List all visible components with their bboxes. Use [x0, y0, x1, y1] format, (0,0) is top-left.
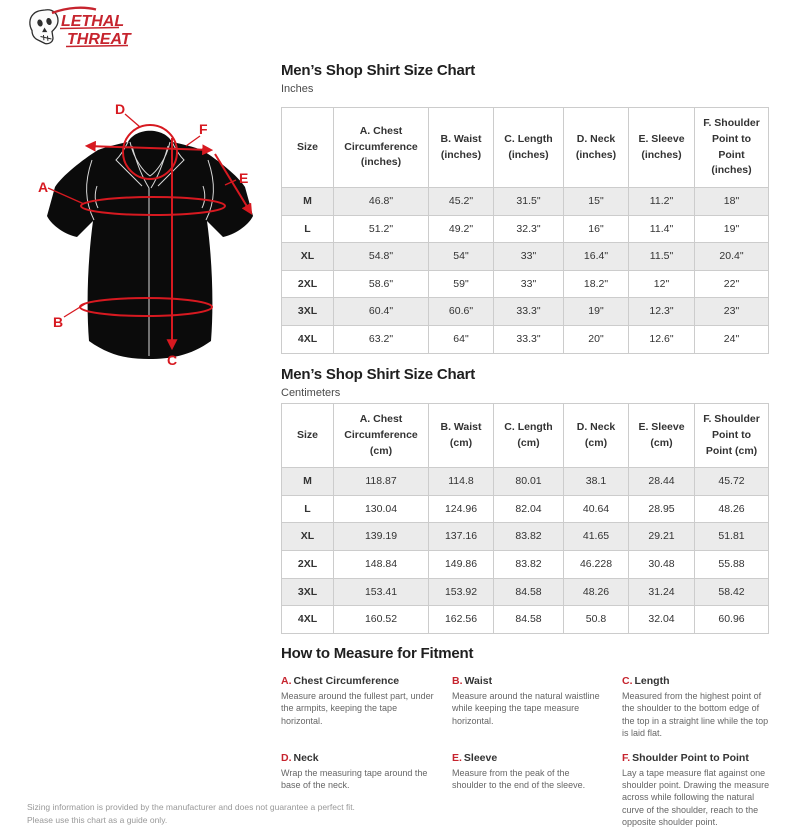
measure-instructions-grid	[281, 675, 786, 828]
measure-name: Neck	[293, 751, 319, 764]
skull-icon	[30, 10, 58, 44]
measure-letter-badge: E.	[452, 751, 462, 764]
value-cell: 59"	[429, 270, 494, 298]
column-header-2: B. Waist (inches)	[429, 108, 494, 188]
inches-chart-subtitle: Inches	[281, 83, 314, 95]
measure-name: Length	[634, 675, 670, 687]
cm-chart-title: Men’s Shop Shirt Size Chart	[281, 366, 476, 383]
value-cell: 55.88	[695, 551, 769, 579]
diagram-label-sleeve: E	[239, 170, 249, 186]
header-row	[282, 108, 769, 188]
value-cell: 60.96	[695, 606, 769, 634]
table-row-2xl	[282, 270, 769, 298]
value-cell: 139.19	[334, 523, 429, 551]
value-cell: 51.2"	[334, 215, 429, 243]
measure-item-heading	[452, 752, 606, 764]
footer-line2: Please use this chart as a guide only.	[27, 815, 168, 826]
measure-name: Waist	[464, 675, 493, 687]
column-header-3: C. Length (cm)	[494, 404, 564, 468]
size-cell: M	[282, 468, 334, 496]
value-cell: 22"	[695, 270, 769, 298]
measure-letter-badge: F.	[622, 751, 631, 764]
value-cell: 118.87	[334, 468, 429, 496]
value-cell: 11.4"	[629, 215, 695, 243]
measure-item-heading	[452, 675, 606, 687]
measure-item-heading	[622, 752, 770, 764]
value-cell: 11.2"	[629, 188, 695, 216]
measure-name: Sleeve	[463, 751, 498, 764]
table-row-m	[282, 468, 769, 496]
measure-item-shoulder-point-to-point	[622, 752, 786, 828]
value-cell: 124.96	[429, 495, 494, 523]
measure-name: Shoulder Point to Point	[632, 751, 749, 764]
value-cell: 46.8"	[334, 188, 429, 216]
diagram-label-shoulder: F	[199, 121, 208, 137]
footer-line1: Sizing information is provided by the manufacturer and does not guarantee a perfect fit.	[27, 802, 355, 812]
value-cell: 160.52	[334, 606, 429, 634]
value-cell: 19"	[564, 298, 629, 326]
value-cell: 12.3"	[629, 298, 695, 326]
measure-description: Measure around the fullest part, under the armpits, keeping the tape horizontal.	[281, 691, 434, 726]
size-cell: M	[282, 188, 334, 216]
column-header-5: E. Sleeve (cm)	[629, 404, 695, 468]
table-row-3xl	[282, 298, 769, 326]
column-header-2: B. Waist (cm)	[429, 404, 494, 468]
column-header-1: A. Chest Circumference (cm)	[334, 404, 429, 468]
value-cell: 45.72	[695, 468, 769, 496]
measure-letter-badge: B.	[452, 675, 463, 687]
value-cell: 28.44	[629, 468, 695, 496]
value-cell: 84.58	[494, 578, 564, 606]
value-cell: 50.8	[564, 606, 629, 634]
value-cell: 153.41	[334, 578, 429, 606]
column-header-6: F. Shoulder Point to Point (inches)	[695, 108, 769, 188]
value-cell: 40.64	[564, 495, 629, 523]
value-cell: 29.21	[629, 523, 695, 551]
column-header-4: D. Neck (cm)	[564, 404, 629, 468]
value-cell: 48.26	[695, 495, 769, 523]
value-cell: 11.5"	[629, 243, 695, 271]
value-cell: 18.2"	[564, 270, 629, 298]
value-cell: 162.56	[429, 606, 494, 634]
measure-description: Measure from the peak of the shoulder to the end of the sleeve.	[452, 767, 586, 791]
size-cell: 4XL	[282, 325, 334, 353]
value-cell: 80.01	[494, 468, 564, 496]
value-cell: 24"	[695, 325, 769, 353]
table-row-xl	[282, 243, 769, 271]
value-cell: 60.4"	[334, 298, 429, 326]
measure-description: Measured from the highest point of the shoulder to the bottom edge of the top in a straight line while the top is laid flat.	[622, 691, 769, 739]
value-cell: 32.04	[629, 606, 695, 634]
measure-description: Lay a tape measure flat against one shoulder point. Drawing the measure across while following the natural curve of the shoulder, reach to the opposite shoulder point.	[622, 767, 770, 828]
value-cell: 130.04	[334, 495, 429, 523]
size-cell: 2XL	[282, 551, 334, 579]
measure-item-chest-circumference	[281, 675, 452, 740]
size-cell: 3XL	[282, 298, 334, 326]
table-row-2xl	[282, 551, 769, 579]
table-row-4xl	[282, 606, 769, 634]
measure-item-heading	[281, 752, 436, 764]
value-cell: 51.81	[695, 523, 769, 551]
value-cell: 137.16	[429, 523, 494, 551]
inches-chart-title: Men’s Shop Shirt Size Chart	[281, 62, 476, 79]
value-cell: 148.84	[334, 551, 429, 579]
diagram-label-waist: B	[53, 314, 64, 330]
value-cell: 12.6"	[629, 325, 695, 353]
size-chart-inches	[281, 107, 769, 354]
column-header-5: E. Sleeve (inches)	[629, 108, 695, 188]
measure-item-waist	[452, 675, 622, 740]
value-cell: 54.8"	[334, 243, 429, 271]
value-cell: 23"	[695, 298, 769, 326]
column-header-3: C. Length (inches)	[494, 108, 564, 188]
measure-letter-badge: D.	[281, 751, 292, 764]
header-row	[282, 404, 769, 468]
table-row-xl	[282, 523, 769, 551]
value-cell: 64"	[429, 325, 494, 353]
column-header-0: Size	[282, 108, 334, 188]
measure-description: Wrap the measuring tape around the base of the neck.	[281, 767, 428, 791]
value-cell: 48.26	[564, 578, 629, 606]
value-cell: 58.42	[695, 578, 769, 606]
value-cell: 31.24	[629, 578, 695, 606]
value-cell: 49.2"	[429, 215, 494, 243]
measure-description: Measure around the natural waistline while keeping the tape measure horizontal.	[452, 691, 600, 726]
value-cell: 38.1	[564, 468, 629, 496]
value-cell: 16"	[564, 215, 629, 243]
size-cell: XL	[282, 523, 334, 551]
value-cell: 30.48	[629, 551, 695, 579]
value-cell: 114.8	[429, 468, 494, 496]
measure-item-sleeve	[452, 752, 622, 828]
table-row-4xl	[282, 325, 769, 353]
measure-letter-badge: C.	[622, 675, 633, 687]
value-cell: 83.82	[494, 551, 564, 579]
measure-section-title: How to Measure for Fitment	[281, 645, 474, 662]
value-cell: 28.95	[629, 495, 695, 523]
value-cell: 46.228	[564, 551, 629, 579]
diagram-label-chest: A	[38, 179, 49, 195]
value-cell: 149.86	[429, 551, 494, 579]
column-header-0: Size	[282, 404, 334, 468]
measure-item-length	[622, 675, 786, 740]
value-cell: 60.6"	[429, 298, 494, 326]
measure-item-heading	[281, 675, 436, 687]
column-header-1: A. Chest Circumference (inches)	[334, 108, 429, 188]
diagram-label-neck: D	[115, 101, 126, 117]
value-cell: 84.58	[494, 606, 564, 634]
value-cell: 12"	[629, 270, 695, 298]
size-cell: XL	[282, 243, 334, 271]
column-header-4: D. Neck (inches)	[564, 108, 629, 188]
logo-text-line1: LETHAL	[61, 13, 125, 30]
measure-letter-badge: A.	[281, 675, 292, 687]
value-cell: 20.4"	[695, 243, 769, 271]
footer-disclaimer	[27, 801, 355, 827]
value-cell: 58.6"	[334, 270, 429, 298]
value-cell: 31.5"	[494, 188, 564, 216]
table-row-l	[282, 495, 769, 523]
value-cell: 41.65	[564, 523, 629, 551]
value-cell: 33.3"	[494, 298, 564, 326]
value-cell: 83.82	[494, 523, 564, 551]
size-cell: 2XL	[282, 270, 334, 298]
value-cell: 45.2"	[429, 188, 494, 216]
size-cell: 3XL	[282, 578, 334, 606]
size-cell: 4XL	[282, 606, 334, 634]
value-cell: 153.92	[429, 578, 494, 606]
value-cell: 33.3"	[494, 325, 564, 353]
measure-name: Chest Circumference	[293, 675, 400, 687]
value-cell: 63.2"	[334, 325, 429, 353]
value-cell: 20"	[564, 325, 629, 353]
value-cell: 82.04	[494, 495, 564, 523]
shirt-measurement-diagram	[28, 96, 268, 370]
size-cell: L	[282, 215, 334, 243]
value-cell: 33"	[494, 243, 564, 271]
table-row-l	[282, 215, 769, 243]
value-cell: 16.4"	[564, 243, 629, 271]
value-cell: 32.3"	[494, 215, 564, 243]
cm-chart-subtitle: Centimeters	[281, 387, 341, 399]
size-chart-centimeters	[281, 403, 769, 634]
value-cell: 33"	[494, 270, 564, 298]
value-cell: 15"	[564, 188, 629, 216]
table-row-3xl	[282, 578, 769, 606]
value-cell: 18"	[695, 188, 769, 216]
logo-text-line2: THREAT	[67, 31, 131, 48]
lethal-threat-logo	[24, 6, 138, 54]
value-cell: 19"	[695, 215, 769, 243]
value-cell: 54"	[429, 243, 494, 271]
column-header-6: F. Shoulder Point to Point (cm)	[695, 404, 769, 468]
diagram-label-length: C	[167, 352, 178, 368]
table-row-m	[282, 188, 769, 216]
measure-item-heading	[622, 675, 770, 687]
size-cell: L	[282, 495, 334, 523]
